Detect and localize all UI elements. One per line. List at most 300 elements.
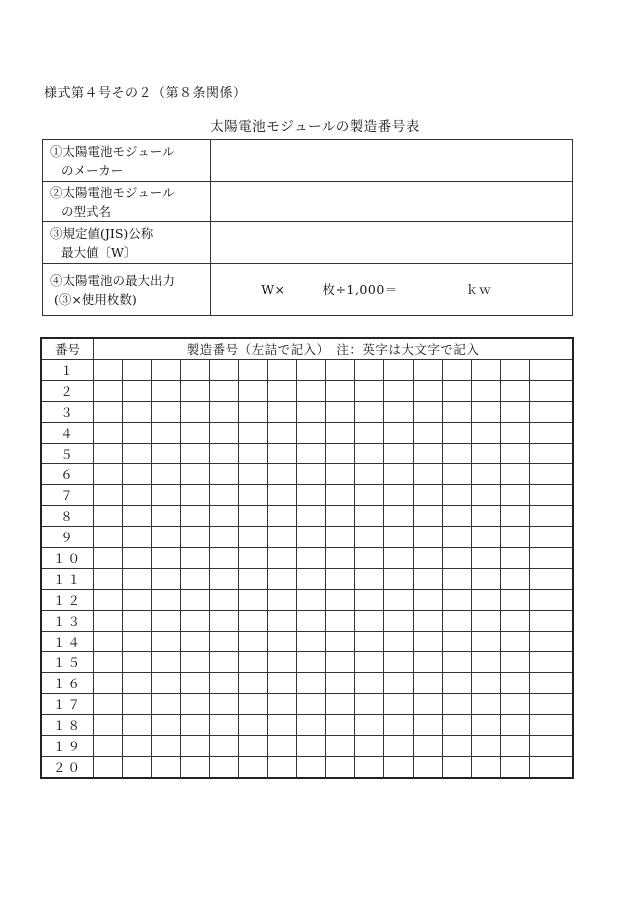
- serial-char-cell[interactable]: [239, 673, 268, 694]
- serial-char-cell[interactable]: [500, 715, 529, 736]
- serial-char-cell[interactable]: [123, 694, 152, 715]
- serial-char-cell[interactable]: [384, 652, 413, 673]
- serial-char-cell[interactable]: [355, 548, 384, 569]
- serial-char-cell[interactable]: [268, 673, 297, 694]
- serial-char-cell[interactable]: [210, 464, 239, 485]
- serial-char-cell[interactable]: [123, 610, 152, 631]
- serial-char-cell[interactable]: [239, 589, 268, 610]
- serial-char-cell[interactable]: [94, 485, 123, 506]
- serial-char-cell[interactable]: [268, 380, 297, 401]
- serial-char-cell[interactable]: [442, 380, 471, 401]
- serial-char-cell[interactable]: [529, 548, 573, 569]
- serial-char-cell[interactable]: [94, 736, 123, 757]
- serial-char-cell[interactable]: [413, 485, 442, 506]
- serial-char-cell[interactable]: [529, 589, 573, 610]
- serial-char-cell[interactable]: [500, 380, 529, 401]
- serial-char-cell[interactable]: [471, 756, 500, 777]
- serial-char-cell[interactable]: [384, 673, 413, 694]
- serial-char-cell[interactable]: [529, 756, 573, 777]
- serial-char-cell[interactable]: [152, 422, 181, 443]
- serial-char-cell[interactable]: [355, 380, 384, 401]
- serial-char-cell[interactable]: [326, 715, 355, 736]
- serial-char-cell[interactable]: [94, 694, 123, 715]
- serial-char-cell[interactable]: [239, 756, 268, 777]
- serial-char-cell[interactable]: [297, 589, 326, 610]
- serial-char-cell[interactable]: [529, 568, 573, 589]
- serial-char-cell[interactable]: [268, 443, 297, 464]
- serial-char-cell[interactable]: [210, 548, 239, 569]
- serial-char-cell[interactable]: [355, 422, 384, 443]
- serial-char-cell[interactable]: [181, 694, 210, 715]
- serial-char-cell[interactable]: [152, 610, 181, 631]
- serial-char-cell[interactable]: [152, 736, 181, 757]
- serial-char-cell[interactable]: [152, 652, 181, 673]
- serial-char-cell[interactable]: [123, 736, 152, 757]
- serial-char-cell[interactable]: [326, 652, 355, 673]
- serial-char-cell[interactable]: [326, 568, 355, 589]
- serial-char-cell[interactable]: [442, 631, 471, 652]
- serial-char-cell[interactable]: [500, 610, 529, 631]
- serial-char-cell[interactable]: [384, 715, 413, 736]
- serial-char-cell[interactable]: [94, 401, 123, 422]
- serial-char-cell[interactable]: [355, 631, 384, 652]
- serial-char-cell[interactable]: [529, 694, 573, 715]
- serial-char-cell[interactable]: [268, 464, 297, 485]
- serial-char-cell[interactable]: [413, 401, 442, 422]
- serial-char-cell[interactable]: [326, 756, 355, 777]
- serial-char-cell[interactable]: [297, 485, 326, 506]
- serial-char-cell[interactable]: [297, 673, 326, 694]
- serial-char-cell[interactable]: [355, 589, 384, 610]
- serial-char-cell[interactable]: [442, 610, 471, 631]
- serial-char-cell[interactable]: [355, 694, 384, 715]
- serial-char-cell[interactable]: [210, 736, 239, 757]
- serial-char-cell[interactable]: [384, 401, 413, 422]
- serial-char-cell[interactable]: [442, 422, 471, 443]
- serial-char-cell[interactable]: [471, 715, 500, 736]
- serial-char-cell[interactable]: [297, 506, 326, 527]
- serial-char-cell[interactable]: [384, 506, 413, 527]
- serial-char-cell[interactable]: [326, 631, 355, 652]
- serial-char-cell[interactable]: [471, 380, 500, 401]
- serial-char-cell[interactable]: [500, 360, 529, 381]
- model-field[interactable]: [211, 182, 573, 222]
- serial-char-cell[interactable]: [471, 652, 500, 673]
- serial-char-cell[interactable]: [152, 443, 181, 464]
- serial-char-cell[interactable]: [413, 527, 442, 548]
- serial-char-cell[interactable]: [94, 568, 123, 589]
- serial-char-cell[interactable]: [152, 506, 181, 527]
- serial-char-cell[interactable]: [384, 694, 413, 715]
- serial-char-cell[interactable]: [471, 527, 500, 548]
- serial-char-cell[interactable]: [268, 548, 297, 569]
- serial-char-cell[interactable]: [181, 464, 210, 485]
- serial-char-cell[interactable]: [471, 360, 500, 381]
- serial-char-cell[interactable]: [181, 422, 210, 443]
- serial-char-cell[interactable]: [326, 422, 355, 443]
- serial-char-cell[interactable]: [413, 694, 442, 715]
- serial-char-cell[interactable]: [297, 380, 326, 401]
- serial-char-cell[interactable]: [471, 464, 500, 485]
- serial-char-cell[interactable]: [384, 485, 413, 506]
- serial-char-cell[interactable]: [210, 756, 239, 777]
- serial-char-cell[interactable]: [442, 673, 471, 694]
- serial-char-cell[interactable]: [94, 631, 123, 652]
- serial-char-cell[interactable]: [384, 568, 413, 589]
- serial-char-cell[interactable]: [500, 485, 529, 506]
- serial-char-cell[interactable]: [442, 401, 471, 422]
- serial-char-cell[interactable]: [384, 422, 413, 443]
- serial-char-cell[interactable]: [123, 464, 152, 485]
- serial-char-cell[interactable]: [239, 610, 268, 631]
- serial-char-cell[interactable]: [384, 443, 413, 464]
- serial-char-cell[interactable]: [471, 631, 500, 652]
- serial-char-cell[interactable]: [181, 652, 210, 673]
- serial-char-cell[interactable]: [210, 589, 239, 610]
- serial-char-cell[interactable]: [355, 464, 384, 485]
- serial-char-cell[interactable]: [500, 506, 529, 527]
- serial-char-cell[interactable]: [181, 673, 210, 694]
- serial-char-cell[interactable]: [529, 464, 573, 485]
- serial-char-cell[interactable]: [413, 756, 442, 777]
- serial-char-cell[interactable]: [210, 506, 239, 527]
- serial-char-cell[interactable]: [297, 401, 326, 422]
- serial-char-cell[interactable]: [442, 506, 471, 527]
- serial-char-cell[interactable]: [123, 506, 152, 527]
- serial-char-cell[interactable]: [268, 360, 297, 381]
- serial-char-cell[interactable]: [529, 736, 573, 757]
- serial-char-cell[interactable]: [239, 652, 268, 673]
- serial-char-cell[interactable]: [94, 506, 123, 527]
- serial-char-cell[interactable]: [123, 422, 152, 443]
- serial-char-cell[interactable]: [123, 548, 152, 569]
- serial-char-cell[interactable]: [471, 568, 500, 589]
- serial-char-cell[interactable]: [355, 527, 384, 548]
- serial-char-cell[interactable]: [529, 631, 573, 652]
- serial-char-cell[interactable]: [355, 443, 384, 464]
- serial-char-cell[interactable]: [123, 527, 152, 548]
- serial-char-cell[interactable]: [384, 527, 413, 548]
- serial-char-cell[interactable]: [326, 506, 355, 527]
- serial-char-cell[interactable]: [326, 401, 355, 422]
- serial-char-cell[interactable]: [123, 589, 152, 610]
- serial-char-cell[interactable]: [384, 360, 413, 381]
- serial-char-cell[interactable]: [123, 631, 152, 652]
- serial-char-cell[interactable]: [529, 360, 573, 381]
- serial-char-cell[interactable]: [239, 527, 268, 548]
- serial-char-cell[interactable]: [94, 715, 123, 736]
- serial-char-cell[interactable]: [297, 568, 326, 589]
- serial-char-cell[interactable]: [152, 631, 181, 652]
- serial-char-cell[interactable]: [471, 485, 500, 506]
- serial-char-cell[interactable]: [442, 485, 471, 506]
- maker-field[interactable]: [211, 140, 573, 182]
- serial-char-cell[interactable]: [210, 652, 239, 673]
- serial-char-cell[interactable]: [471, 422, 500, 443]
- serial-char-cell[interactable]: [297, 715, 326, 736]
- serial-char-cell[interactable]: [94, 360, 123, 381]
- serial-char-cell[interactable]: [355, 506, 384, 527]
- serial-char-cell[interactable]: [268, 756, 297, 777]
- serial-char-cell[interactable]: [94, 652, 123, 673]
- serial-char-cell[interactable]: [529, 527, 573, 548]
- serial-char-cell[interactable]: [152, 401, 181, 422]
- serial-char-cell[interactable]: [355, 568, 384, 589]
- serial-char-cell[interactable]: [442, 715, 471, 736]
- serial-char-cell[interactable]: [326, 673, 355, 694]
- serial-char-cell[interactable]: [94, 380, 123, 401]
- serial-char-cell[interactable]: [413, 464, 442, 485]
- serial-char-cell[interactable]: [500, 589, 529, 610]
- serial-char-cell[interactable]: [355, 673, 384, 694]
- serial-char-cell[interactable]: [181, 548, 210, 569]
- serial-char-cell[interactable]: [123, 360, 152, 381]
- serial-char-cell[interactable]: [239, 715, 268, 736]
- serial-char-cell[interactable]: [210, 422, 239, 443]
- serial-char-cell[interactable]: [529, 485, 573, 506]
- serial-char-cell[interactable]: [268, 715, 297, 736]
- serial-char-cell[interactable]: [442, 548, 471, 569]
- serial-char-cell[interactable]: [152, 568, 181, 589]
- serial-char-cell[interactable]: [471, 548, 500, 569]
- serial-char-cell[interactable]: [123, 568, 152, 589]
- serial-char-cell[interactable]: [384, 736, 413, 757]
- serial-char-cell[interactable]: [442, 360, 471, 381]
- serial-char-cell[interactable]: [442, 756, 471, 777]
- serial-char-cell[interactable]: [471, 443, 500, 464]
- serial-char-cell[interactable]: [210, 568, 239, 589]
- serial-char-cell[interactable]: [471, 610, 500, 631]
- serial-char-cell[interactable]: [529, 673, 573, 694]
- serial-char-cell[interactable]: [152, 756, 181, 777]
- serial-char-cell[interactable]: [384, 756, 413, 777]
- serial-char-cell[interactable]: [239, 694, 268, 715]
- serial-char-cell[interactable]: [500, 652, 529, 673]
- serial-char-cell[interactable]: [355, 610, 384, 631]
- serial-char-cell[interactable]: [529, 443, 573, 464]
- serial-char-cell[interactable]: [297, 631, 326, 652]
- serial-char-cell[interactable]: [123, 715, 152, 736]
- serial-char-cell[interactable]: [442, 527, 471, 548]
- serial-char-cell[interactable]: [268, 485, 297, 506]
- rated-power-field[interactable]: [211, 222, 573, 264]
- serial-char-cell[interactable]: [268, 568, 297, 589]
- serial-char-cell[interactable]: [181, 485, 210, 506]
- serial-char-cell[interactable]: [500, 527, 529, 548]
- serial-char-cell[interactable]: [94, 673, 123, 694]
- serial-char-cell[interactable]: [239, 568, 268, 589]
- serial-char-cell[interactable]: [268, 610, 297, 631]
- serial-char-cell[interactable]: [181, 401, 210, 422]
- serial-char-cell[interactable]: [471, 506, 500, 527]
- serial-char-cell[interactable]: [123, 756, 152, 777]
- serial-char-cell[interactable]: [529, 715, 573, 736]
- serial-char-cell[interactable]: [181, 715, 210, 736]
- serial-char-cell[interactable]: [471, 401, 500, 422]
- serial-char-cell[interactable]: [355, 756, 384, 777]
- serial-char-cell[interactable]: [384, 589, 413, 610]
- serial-char-cell[interactable]: [94, 443, 123, 464]
- serial-char-cell[interactable]: [326, 736, 355, 757]
- serial-char-cell[interactable]: [123, 380, 152, 401]
- serial-char-cell[interactable]: [500, 673, 529, 694]
- serial-char-cell[interactable]: [123, 443, 152, 464]
- serial-char-cell[interactable]: [355, 652, 384, 673]
- max-output-field[interactable]: [211, 264, 573, 316]
- serial-char-cell[interactable]: [297, 443, 326, 464]
- serial-char-cell[interactable]: [326, 527, 355, 548]
- serial-char-cell[interactable]: [442, 443, 471, 464]
- serial-char-cell[interactable]: [500, 694, 529, 715]
- serial-char-cell[interactable]: [297, 694, 326, 715]
- serial-char-cell[interactable]: [413, 736, 442, 757]
- serial-char-cell[interactable]: [442, 464, 471, 485]
- serial-char-cell[interactable]: [442, 589, 471, 610]
- serial-char-cell[interactable]: [500, 568, 529, 589]
- serial-char-cell[interactable]: [471, 673, 500, 694]
- serial-char-cell[interactable]: [326, 485, 355, 506]
- serial-char-cell[interactable]: [123, 652, 152, 673]
- serial-char-cell[interactable]: [239, 422, 268, 443]
- serial-char-cell[interactable]: [297, 652, 326, 673]
- serial-char-cell[interactable]: [413, 548, 442, 569]
- serial-char-cell[interactable]: [239, 485, 268, 506]
- serial-char-cell[interactable]: [210, 715, 239, 736]
- serial-char-cell[interactable]: [297, 736, 326, 757]
- serial-char-cell[interactable]: [442, 652, 471, 673]
- serial-char-cell[interactable]: [413, 589, 442, 610]
- serial-char-cell[interactable]: [413, 506, 442, 527]
- serial-char-cell[interactable]: [268, 527, 297, 548]
- serial-char-cell[interactable]: [442, 736, 471, 757]
- serial-char-cell[interactable]: [355, 360, 384, 381]
- serial-char-cell[interactable]: [210, 673, 239, 694]
- serial-char-cell[interactable]: [239, 443, 268, 464]
- serial-char-cell[interactable]: [529, 422, 573, 443]
- serial-char-cell[interactable]: [442, 694, 471, 715]
- serial-char-cell[interactable]: [442, 568, 471, 589]
- serial-char-cell[interactable]: [355, 401, 384, 422]
- serial-char-cell[interactable]: [94, 464, 123, 485]
- serial-char-cell[interactable]: [239, 380, 268, 401]
- serial-char-cell[interactable]: [181, 631, 210, 652]
- serial-char-cell[interactable]: [413, 380, 442, 401]
- serial-char-cell[interactable]: [210, 360, 239, 381]
- serial-char-cell[interactable]: [239, 401, 268, 422]
- serial-char-cell[interactable]: [181, 506, 210, 527]
- serial-char-cell[interactable]: [268, 422, 297, 443]
- serial-char-cell[interactable]: [94, 548, 123, 569]
- serial-char-cell[interactable]: [210, 485, 239, 506]
- serial-char-cell[interactable]: [94, 589, 123, 610]
- serial-char-cell[interactable]: [210, 380, 239, 401]
- serial-char-cell[interactable]: [297, 548, 326, 569]
- serial-char-cell[interactable]: [297, 360, 326, 381]
- serial-char-cell[interactable]: [471, 589, 500, 610]
- serial-char-cell[interactable]: [500, 548, 529, 569]
- serial-char-cell[interactable]: [500, 756, 529, 777]
- serial-char-cell[interactable]: [210, 443, 239, 464]
- serial-char-cell[interactable]: [355, 736, 384, 757]
- serial-char-cell[interactable]: [181, 756, 210, 777]
- serial-char-cell[interactable]: [94, 610, 123, 631]
- serial-char-cell[interactable]: [500, 401, 529, 422]
- serial-char-cell[interactable]: [181, 589, 210, 610]
- serial-char-cell[interactable]: [239, 548, 268, 569]
- serial-char-cell[interactable]: [326, 380, 355, 401]
- serial-char-cell[interactable]: [152, 589, 181, 610]
- serial-char-cell[interactable]: [326, 464, 355, 485]
- serial-char-cell[interactable]: [239, 506, 268, 527]
- serial-char-cell[interactable]: [413, 631, 442, 652]
- serial-char-cell[interactable]: [210, 610, 239, 631]
- serial-char-cell[interactable]: [181, 568, 210, 589]
- serial-char-cell[interactable]: [500, 736, 529, 757]
- serial-char-cell[interactable]: [268, 506, 297, 527]
- serial-char-cell[interactable]: [471, 694, 500, 715]
- serial-char-cell[interactable]: [123, 485, 152, 506]
- serial-char-cell[interactable]: [413, 443, 442, 464]
- serial-char-cell[interactable]: [529, 506, 573, 527]
- serial-char-cell[interactable]: [529, 401, 573, 422]
- serial-char-cell[interactable]: [413, 360, 442, 381]
- serial-char-cell[interactable]: [268, 401, 297, 422]
- serial-char-cell[interactable]: [152, 527, 181, 548]
- serial-char-cell[interactable]: [268, 736, 297, 757]
- serial-char-cell[interactable]: [413, 610, 442, 631]
- serial-char-cell[interactable]: [152, 360, 181, 381]
- serial-char-cell[interactable]: [326, 589, 355, 610]
- serial-char-cell[interactable]: [152, 673, 181, 694]
- serial-char-cell[interactable]: [123, 401, 152, 422]
- serial-char-cell[interactable]: [326, 694, 355, 715]
- serial-char-cell[interactable]: [500, 443, 529, 464]
- serial-char-cell[interactable]: [326, 610, 355, 631]
- serial-char-cell[interactable]: [268, 589, 297, 610]
- serial-char-cell[interactable]: [413, 652, 442, 673]
- serial-char-cell[interactable]: [239, 631, 268, 652]
- serial-char-cell[interactable]: [181, 610, 210, 631]
- serial-char-cell[interactable]: [268, 631, 297, 652]
- serial-char-cell[interactable]: [94, 756, 123, 777]
- serial-char-cell[interactable]: [355, 485, 384, 506]
- serial-char-cell[interactable]: [94, 527, 123, 548]
- serial-char-cell[interactable]: [210, 527, 239, 548]
- serial-char-cell[interactable]: [413, 673, 442, 694]
- serial-char-cell[interactable]: [529, 610, 573, 631]
- serial-char-cell[interactable]: [239, 464, 268, 485]
- serial-char-cell[interactable]: [326, 443, 355, 464]
- serial-char-cell[interactable]: [210, 401, 239, 422]
- serial-char-cell[interactable]: [326, 548, 355, 569]
- serial-char-cell[interactable]: [384, 548, 413, 569]
- serial-char-cell[interactable]: [500, 422, 529, 443]
- serial-char-cell[interactable]: [529, 380, 573, 401]
- serial-char-cell[interactable]: [210, 694, 239, 715]
- serial-char-cell[interactable]: [181, 527, 210, 548]
- serial-char-cell[interactable]: [297, 756, 326, 777]
- serial-char-cell[interactable]: [384, 464, 413, 485]
- serial-char-cell[interactable]: [297, 464, 326, 485]
- serial-char-cell[interactable]: [152, 380, 181, 401]
- serial-char-cell[interactable]: [181, 380, 210, 401]
- serial-char-cell[interactable]: [384, 610, 413, 631]
- serial-char-cell[interactable]: [181, 360, 210, 381]
- serial-char-cell[interactable]: [529, 652, 573, 673]
- serial-char-cell[interactable]: [210, 631, 239, 652]
- serial-char-cell[interactable]: [384, 380, 413, 401]
- serial-char-cell[interactable]: [413, 422, 442, 443]
